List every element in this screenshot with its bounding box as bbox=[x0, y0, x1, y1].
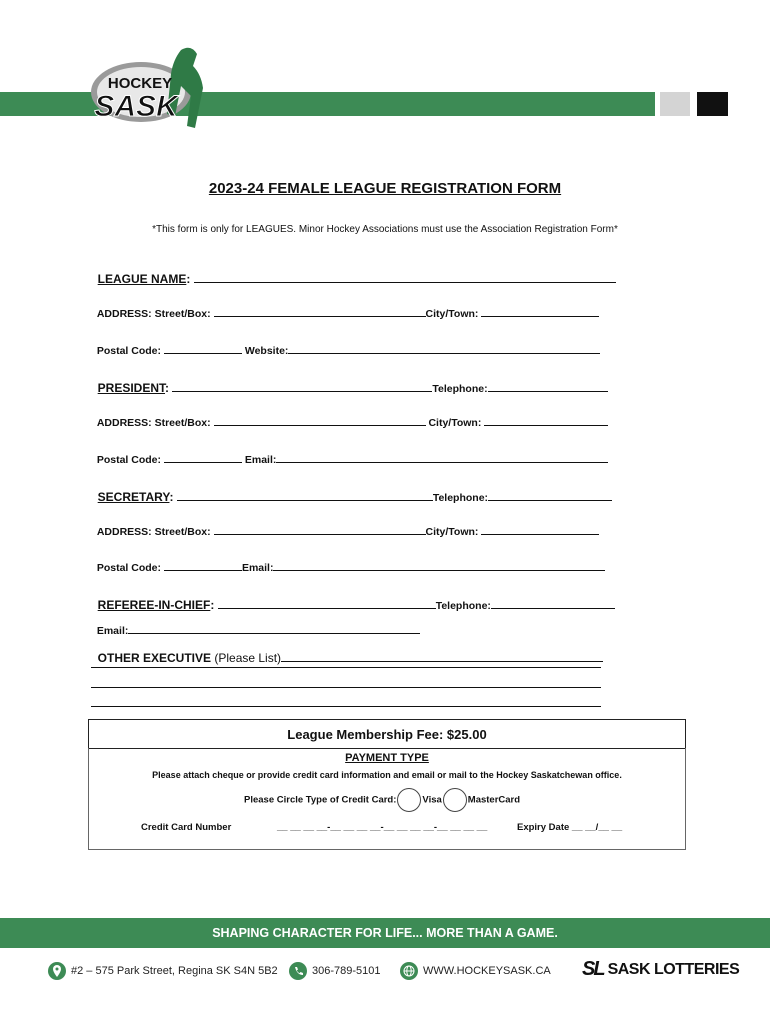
referee-telephone-field[interactable] bbox=[491, 598, 615, 609]
secretary-email-label: Email: bbox=[241, 562, 274, 574]
visa-label: Visa bbox=[422, 794, 442, 806]
footer-website-text[interactable]: WWW.HOCKEYSASK.CA bbox=[423, 965, 551, 977]
credit-card-number-field[interactable]: __ __ __ __-__ __ __ __-__ __ __ __-__ __ __ __ bbox=[277, 822, 488, 833]
president-name-field[interactable] bbox=[172, 381, 432, 392]
league-name-field[interactable] bbox=[194, 272, 616, 283]
president-city-field[interactable] bbox=[484, 415, 608, 426]
president-telephone-field[interactable] bbox=[488, 381, 608, 392]
logo-hockey-text: HOCKEY bbox=[107, 75, 173, 92]
mastercard-label: MasterCard bbox=[467, 794, 521, 806]
other-executive-line-3[interactable] bbox=[91, 706, 601, 707]
president-email-field[interactable] bbox=[276, 452, 608, 463]
payment-instructions: Please attach cheque or provide credit card information and email or mail to the Hockey Saskatchewan office. bbox=[152, 770, 622, 780]
president-address-label: ADDRESS: Street/Box: bbox=[96, 417, 214, 429]
mastercard-circle[interactable] bbox=[443, 788, 467, 812]
other-executive-label: OTHER EXECUTIVE bbox=[97, 651, 212, 665]
president-postal-label: Postal Code: bbox=[96, 454, 164, 466]
phone-icon bbox=[289, 962, 307, 980]
secretary-name-field[interactable] bbox=[177, 490, 433, 501]
footer-website bbox=[400, 962, 551, 980]
president-postal-row bbox=[91, 440, 608, 466]
visa-circle[interactable] bbox=[397, 788, 421, 812]
secretary-city-label: City/Town: bbox=[425, 526, 482, 538]
card-type-label: Please Circle Type of Credit Card: bbox=[244, 794, 397, 806]
secretary-row: SECRETARY: Telephone: bbox=[91, 476, 612, 504]
secretary-postal-field[interactable] bbox=[164, 560, 242, 571]
secretary-address-label: ADDRESS: Street/Box: bbox=[96, 526, 214, 538]
logo-sask-text: SASK bbox=[94, 90, 178, 123]
president-email-label: Email: bbox=[244, 454, 277, 466]
league-postal-row bbox=[91, 331, 600, 357]
referee-label: REFEREE-IN-CHIEF bbox=[97, 598, 211, 612]
league-website-field[interactable] bbox=[288, 343, 600, 354]
president-street-field[interactable] bbox=[214, 415, 426, 426]
credit-card-number-label: Credit Card Number bbox=[141, 822, 232, 833]
president-postal-field[interactable] bbox=[164, 452, 242, 463]
president-label: PRESIDENT bbox=[97, 381, 166, 395]
other-executive-note: (Please List) bbox=[211, 651, 282, 665]
header-black-tile bbox=[697, 92, 728, 116]
referee-row: REFEREE-IN-CHIEF: Telephone: bbox=[91, 584, 615, 612]
sask-lotteries-mark: SL bbox=[582, 958, 604, 980]
footer-slogan: SHAPING CHARACTER FOR LIFE... MORE THAN A GAME. bbox=[212, 926, 558, 940]
header-grey-tile bbox=[660, 92, 690, 116]
other-executive-line-2[interactable] bbox=[91, 687, 601, 688]
secretary-postal-label: Postal Code: bbox=[96, 562, 164, 574]
league-address-label: ADDRESS: Street/Box: bbox=[96, 308, 214, 320]
secretary-email-field[interactable] bbox=[273, 560, 605, 571]
league-street-field[interactable] bbox=[214, 306, 426, 317]
expiry-date-field[interactable]: Expiry Date __ __/__ __ bbox=[517, 822, 623, 833]
sask-lotteries-text: SASK LOTTERIES bbox=[607, 960, 740, 978]
league-website-label: Website: bbox=[244, 345, 289, 357]
secretary-label: SECRETARY bbox=[97, 490, 170, 504]
membership-fee-box bbox=[88, 719, 686, 749]
globe-icon bbox=[400, 962, 418, 980]
footer-phone-text[interactable]: 306-789-5101 bbox=[312, 965, 381, 977]
secretary-postal-row bbox=[91, 548, 605, 574]
membership-fee-text: League Membership Fee: $25.00 bbox=[287, 727, 487, 742]
referee-email-label: Email: bbox=[96, 625, 129, 637]
league-postal-label: Postal Code: bbox=[96, 345, 164, 357]
president-row: PRESIDENT: Telephone: bbox=[91, 367, 608, 395]
other-executive-row bbox=[91, 637, 603, 665]
location-pin-icon bbox=[48, 962, 66, 980]
other-executive-field[interactable] bbox=[281, 651, 603, 662]
secretary-city-field[interactable] bbox=[481, 524, 599, 535]
referee-name-field[interactable] bbox=[218, 598, 436, 609]
secretary-address-row bbox=[91, 512, 599, 538]
league-city-label: City/Town: bbox=[425, 308, 482, 320]
footer-address-text: #2 – 575 Park Street, Regina SK S4N 5B2 bbox=[71, 965, 278, 977]
form-subtitle: *This form is only for LEAGUES. Minor Hockey Associations must use the Association Registration Form* bbox=[152, 224, 618, 235]
secretary-telephone-field[interactable] bbox=[488, 490, 612, 501]
footer-phone bbox=[289, 962, 381, 980]
referee-email-field[interactable] bbox=[128, 623, 420, 634]
referee-email-row bbox=[91, 611, 420, 637]
card-type-row bbox=[244, 788, 520, 812]
secretary-telephone-label: Telephone: bbox=[432, 492, 489, 504]
league-name-label: LEAGUE NAME bbox=[97, 272, 187, 286]
sask-lotteries-logo bbox=[582, 958, 739, 981]
payment-box bbox=[88, 748, 686, 850]
form-title: 2023-24 FEMALE LEAGUE REGISTRATION FORM bbox=[208, 180, 562, 197]
referee-telephone-label: Telephone: bbox=[435, 600, 491, 612]
president-address-row bbox=[91, 403, 608, 429]
other-executive-line-1[interactable] bbox=[91, 667, 601, 668]
league-address-row bbox=[91, 294, 599, 320]
league-city-field[interactable] bbox=[481, 306, 599, 317]
league-name-row: LEAGUE NAME: bbox=[91, 258, 616, 286]
president-telephone-label: Telephone: bbox=[432, 383, 488, 395]
hockey-sask-logo bbox=[86, 40, 216, 136]
president-city-label: City/Town: bbox=[428, 417, 485, 429]
footer-green-band bbox=[0, 918, 770, 948]
league-postal-field[interactable] bbox=[164, 343, 242, 354]
footer-address bbox=[48, 962, 278, 980]
secretary-street-field[interactable] bbox=[214, 524, 426, 535]
payment-type-title: PAYMENT TYPE bbox=[345, 752, 429, 764]
